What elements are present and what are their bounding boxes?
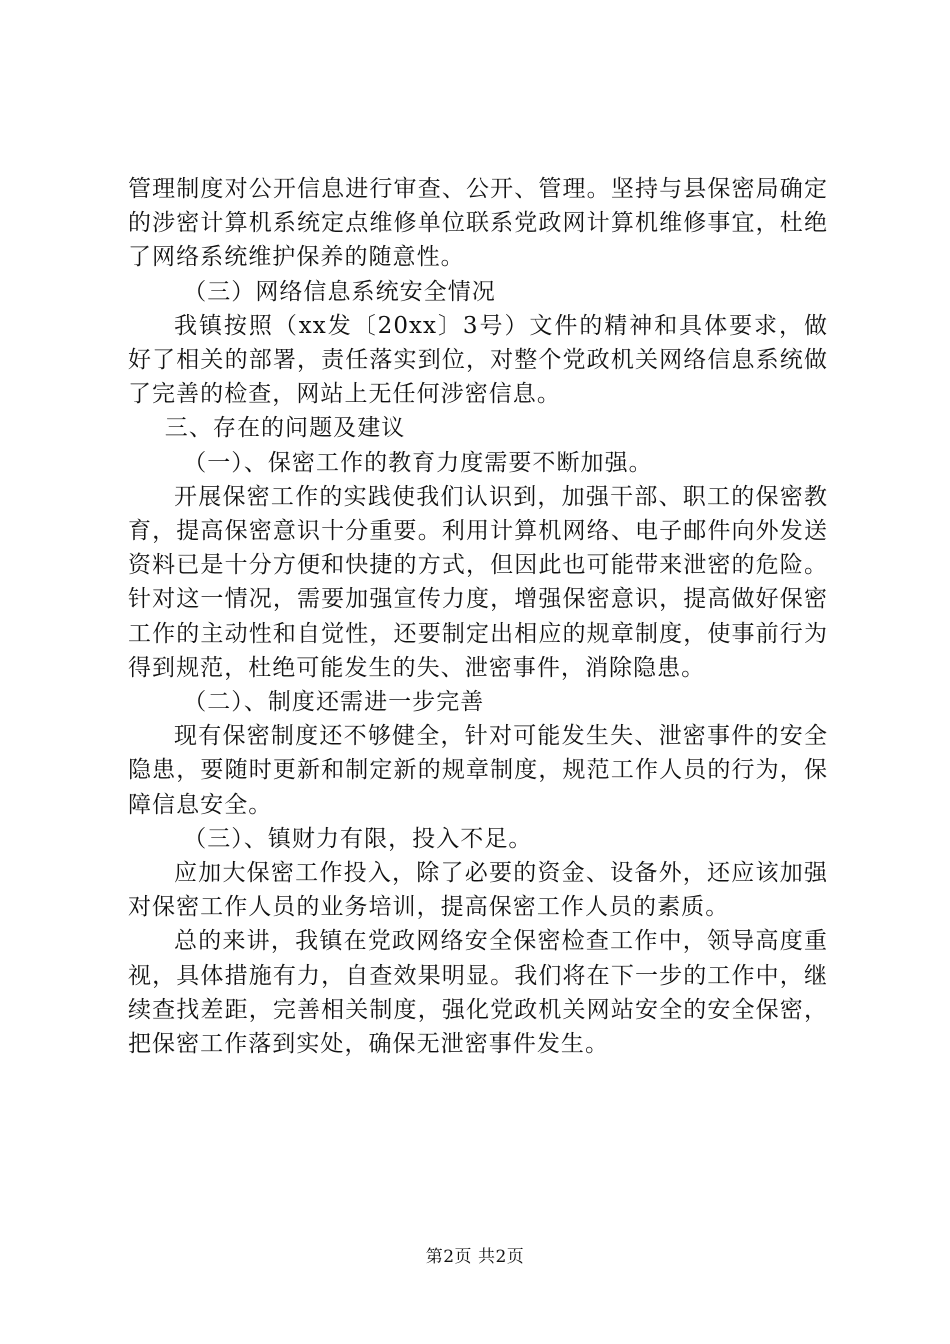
- section-heading-problems: 三、存在的问题及建议: [164, 415, 406, 442]
- paragraph-network-info-security: 我镇按照（xx发〔20xx〕3号）文件的精神和具体要求，做好了相关的部署，责任落实到位，对整个党政机关网络信息系统做了完善的检查，网站上无任何涉密信息。: [128, 312, 828, 408]
- document-body: [128, 172, 828, 1061]
- paragraph-system-improve: 现有保密制度还不够健全，针对可能发生失、泄密事件的安全隐患，要随时更新和制定新的规章制度，规范工作人员的行为，保障信息安全。: [128, 723, 828, 818]
- subheading-network-info-security: （三）网络信息系统安全情况: [183, 278, 496, 305]
- subheading-funding: （三）、镇财力有限，投入不足。: [183, 825, 533, 852]
- paragraph-education: 开展保密工作的实践使我们认识到，加强干部、职工的保密教育，提高保密意识十分重要。利用计算机网络、电子邮件向外发送资料已是十分方便和快捷的方式，但因此也可能带来泄密的危险。针对这一情况，需要加强宣传力度，增强保密意识，提高做好保密工作的主动性和自觉性，还要制定出相应的规章制度，使事前行为得到规范，杜绝可能发生的失、泄密事件，消除隐患。: [128, 483, 828, 681]
- paragraph-management-system: 管理制度对公开信息进行审查、公开、管理。坚持与县保密局确定的涉密计算机系统定点维修单位联系党政网计算机维修事宜，杜绝了网络系统维护保养的随意性。: [128, 176, 828, 271]
- page-number-footer: 第2页 共2页: [425, 1247, 525, 1267]
- subheading-system-improve: （二）、制度还需进一步完善: [183, 689, 485, 716]
- subheading-education: （一）、保密工作的教育力度需要不断加强。: [183, 449, 653, 476]
- paragraph-funding: 应加大保密工作投入，除了必要的资金、设备外，还应该加强对保密工作人员的业务培训，提高保密工作人员的素质。: [128, 860, 828, 921]
- paragraph-summary: 总的来讲，我镇在党政网络安全保密检查工作中，领导高度重视，具体措施有力，自查效果明显。我们将在下一步的工作中，继续查找差距，完善相关制度，强化党政机关网站安全的安全保密，把保密工作落到实处，确保无泄密事件发生。: [128, 928, 828, 1058]
